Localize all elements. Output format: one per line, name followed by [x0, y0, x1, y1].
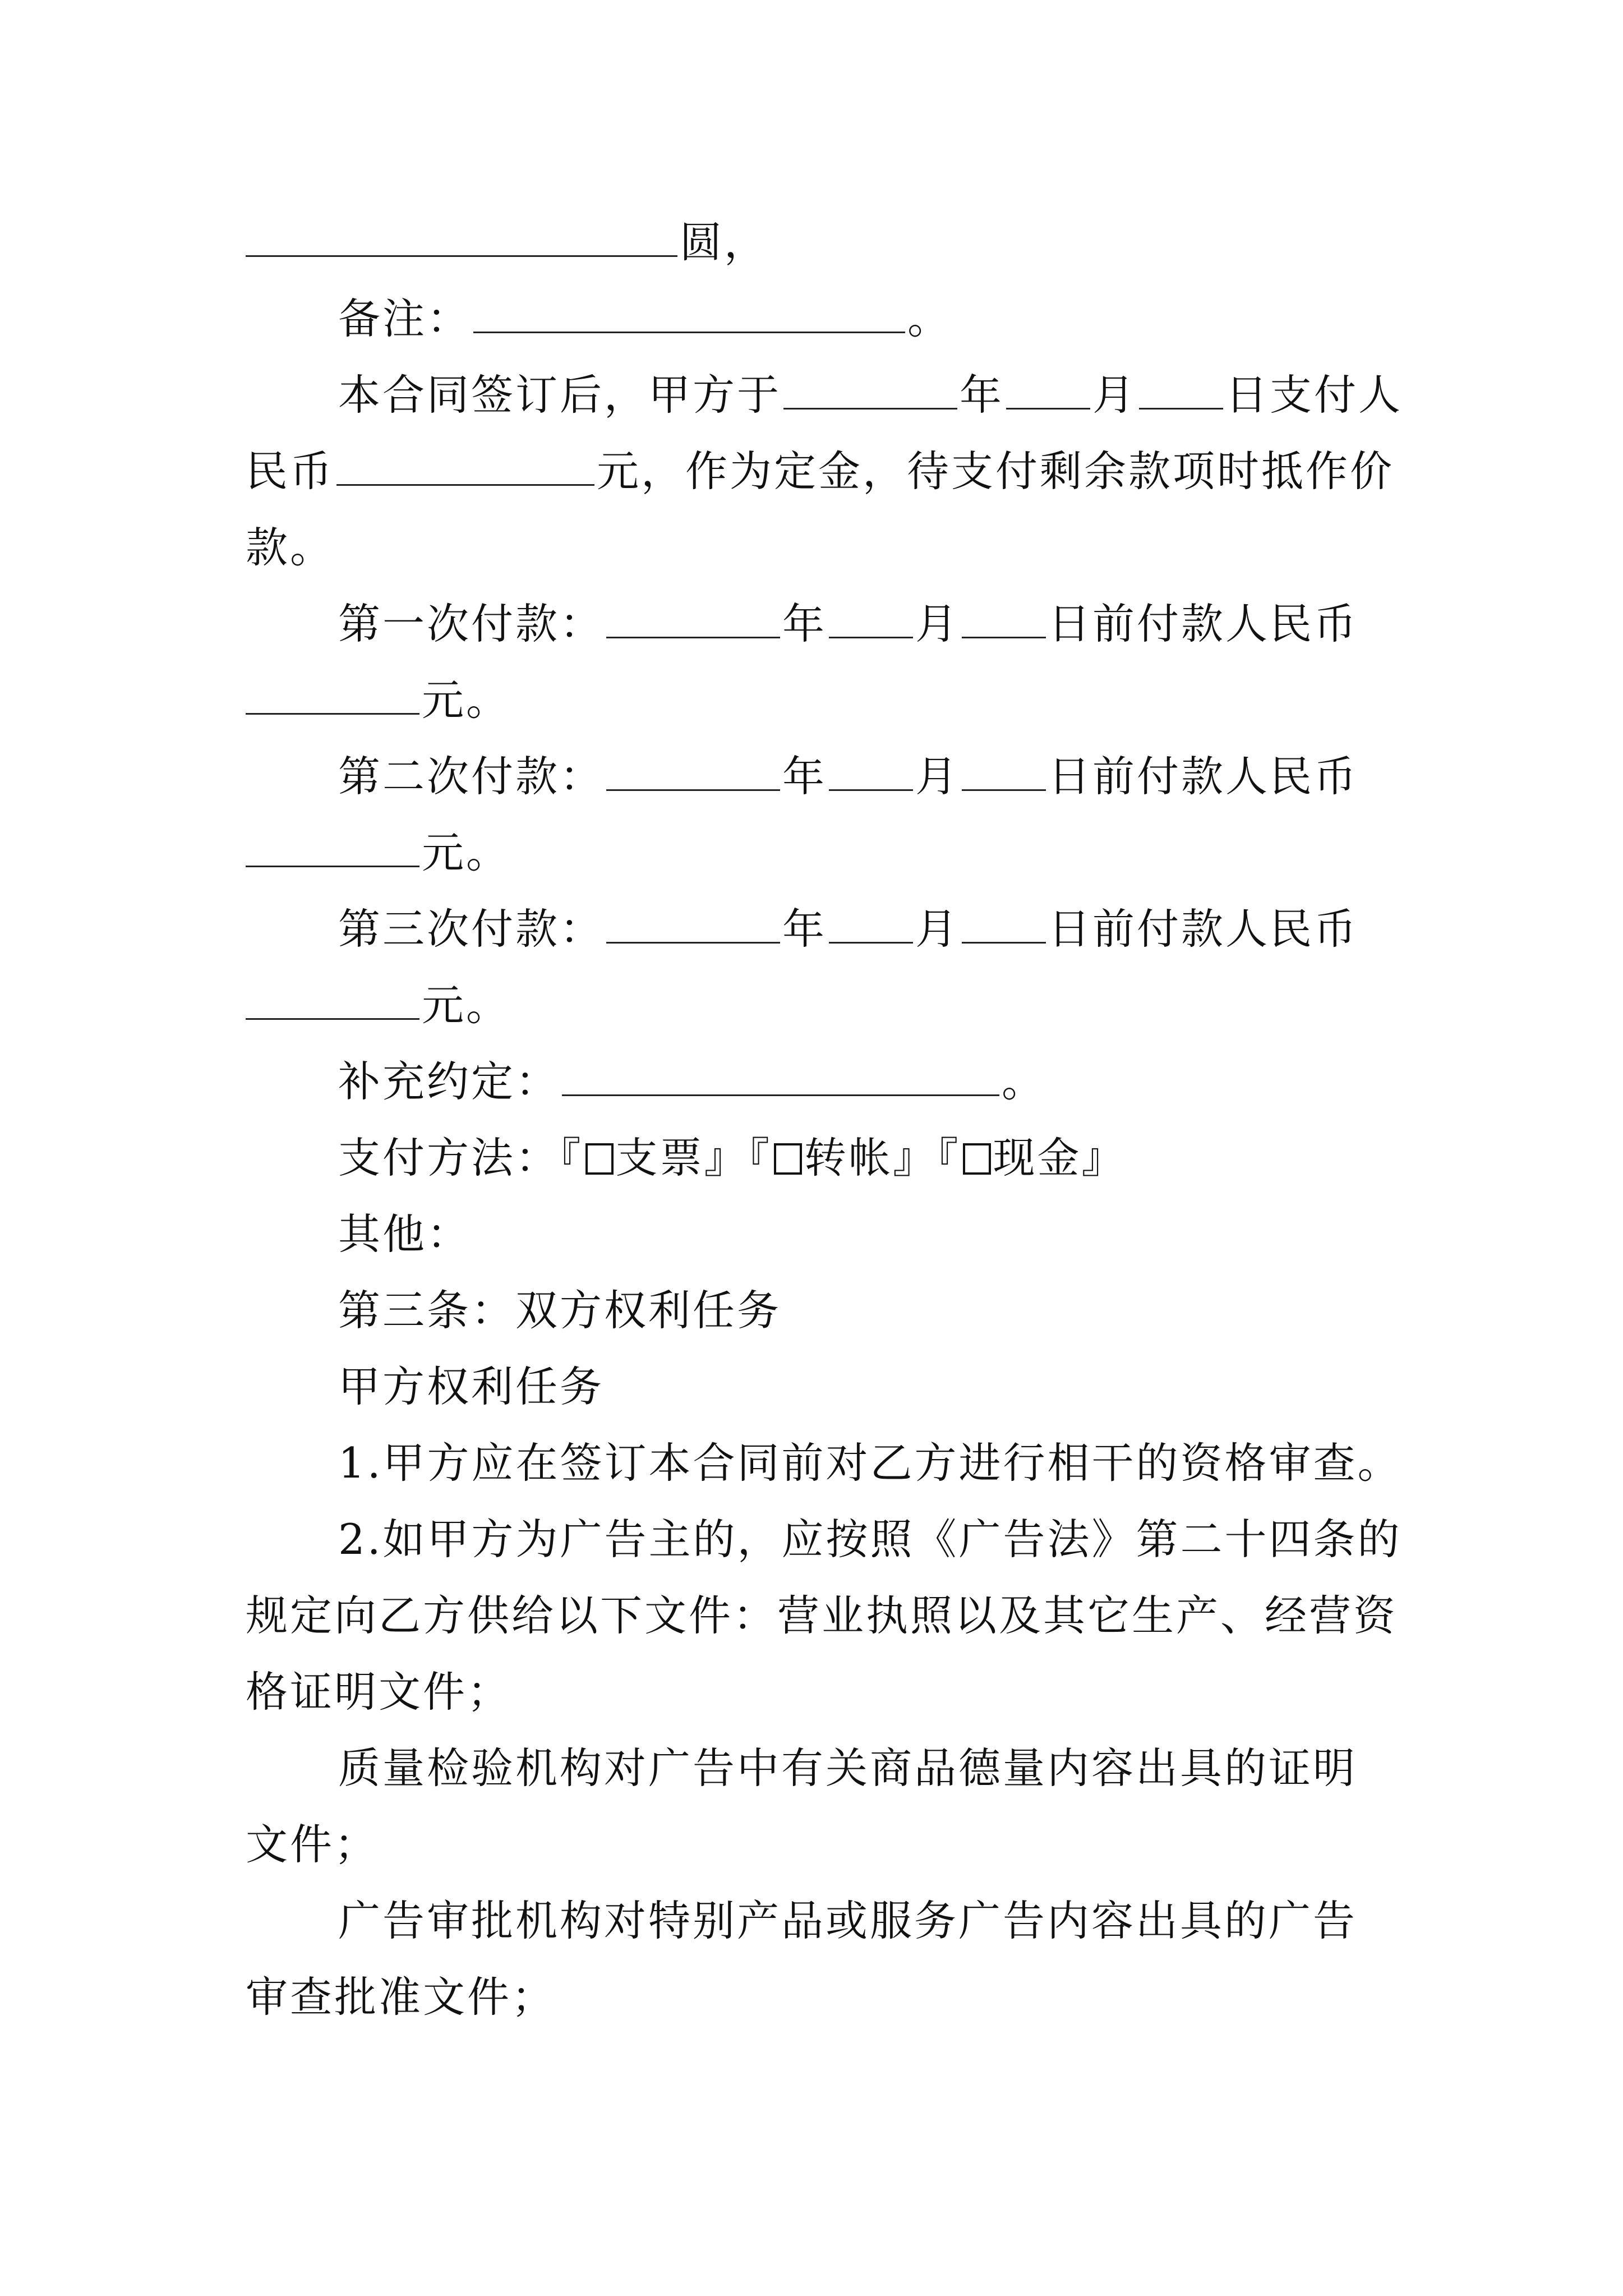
text: 日前付款人民币 — [1048, 599, 1359, 648]
amount-blank[interactable] — [246, 981, 419, 1020]
text: 1.甲方应在签订本合同前对乙方进行相干的资格审查。 — [338, 1438, 1402, 1488]
party-a-heading — [246, 1359, 1482, 1415]
check-cash-checkbox[interactable] — [963, 1143, 991, 1175]
clause-1 — [246, 1435, 1482, 1491]
text: 年 — [960, 370, 1004, 420]
text: 本合同签订后，甲方于 — [338, 370, 782, 420]
month-blank[interactable] — [829, 752, 913, 791]
third-payment-line — [246, 901, 1482, 957]
year-blank[interactable] — [606, 752, 780, 791]
amount-blank[interactable] — [246, 829, 419, 867]
check-transfer-checkbox[interactable] — [774, 1143, 802, 1175]
clause-approval-cont — [246, 1969, 1390, 2025]
text: 日前付款人民币 — [1048, 752, 1359, 801]
remark-line — [246, 291, 1482, 347]
text: 规定向乙方供给以下文件：营业执照以及其它生产、经营资 — [246, 1591, 1398, 1640]
text: 2.如甲方为广告主的，应按照《广告法》第二十四条的 — [338, 1515, 1402, 1564]
clause-approval — [246, 1893, 1482, 1949]
check-cheque-checkbox[interactable] — [585, 1143, 614, 1175]
year-blank[interactable] — [606, 600, 780, 638]
article-three-heading — [246, 1282, 1482, 1338]
text: 质量检验机构对广告中有关商品德量内容出具的证明 — [338, 1743, 1358, 1793]
amount-blank[interactable] — [246, 676, 419, 715]
month-blank[interactable] — [1006, 371, 1090, 409]
other-line — [246, 1206, 1482, 1262]
text: 元。 — [422, 675, 511, 725]
text: 民币 — [246, 447, 335, 496]
text: 月 — [915, 599, 960, 648]
text: 年 — [782, 752, 827, 801]
year-blank[interactable] — [783, 371, 957, 409]
day-blank[interactable] — [1139, 371, 1223, 409]
first-payment-amount-line — [246, 672, 1390, 728]
text: 支付方法：『 — [338, 1133, 583, 1182]
clause-2-cont — [246, 1588, 1398, 1644]
text: 月 — [1092, 370, 1137, 420]
clause-2-cont — [246, 1664, 1390, 1720]
text: 现金』 — [993, 1133, 1126, 1182]
text: 转帐』『 — [804, 1133, 961, 1182]
month-blank[interactable] — [829, 600, 913, 638]
text: 广告审批机构对特别产品或服务广告内容出具的广告 — [338, 1896, 1358, 1945]
year-blank[interactable] — [606, 905, 780, 944]
day-blank[interactable] — [962, 905, 1046, 944]
supplement-blank[interactable] — [562, 1057, 999, 1096]
text: 甲方权利任务 — [338, 1362, 605, 1411]
text: 月 — [915, 904, 960, 954]
deposit-line-2 — [246, 443, 1395, 499]
clause-quality — [246, 1740, 1482, 1796]
clause-2 — [246, 1511, 1482, 1567]
deposit-amount-blank[interactable] — [336, 447, 594, 486]
text: 第一次付款： — [338, 599, 605, 648]
deposit-line-3 — [246, 519, 1390, 576]
text: 元。 — [422, 981, 511, 1030]
amount-line — [246, 214, 1390, 270]
text: 支票』『 — [615, 1133, 772, 1182]
text: 。 — [907, 294, 952, 343]
first-payment-line — [246, 596, 1482, 652]
month-blank[interactable] — [829, 905, 913, 944]
text: 第二次付款： — [338, 752, 605, 801]
second-payment-line — [246, 748, 1482, 804]
text: 款。 — [246, 523, 335, 572]
text: 元。 — [422, 828, 511, 877]
text: 其他： — [338, 1209, 472, 1259]
text: 格证明文件； — [246, 1667, 512, 1717]
text: 文件； — [246, 1820, 379, 1869]
third-payment-amount-line — [246, 977, 1390, 1033]
text: 第三次付款： — [338, 904, 605, 954]
text: 日前付款人民币 — [1048, 904, 1359, 954]
text: 第三条：双方权利任务 — [338, 1286, 782, 1335]
deposit-line — [246, 367, 1482, 423]
payment-method-line — [246, 1130, 1482, 1186]
text: 日支付人 — [1225, 370, 1403, 420]
day-blank[interactable] — [962, 600, 1046, 638]
supplement-line — [246, 1053, 1482, 1110]
text: 。 — [1002, 1057, 1046, 1106]
second-payment-amount-line — [246, 825, 1390, 881]
clause-quality-cont — [246, 1816, 1390, 1872]
text: 审查批准文件； — [246, 1972, 556, 2022]
text: 年 — [782, 904, 827, 954]
text: 元，作为定金，待支付剩余款项时抵作价 — [597, 447, 1395, 496]
day-blank[interactable] — [962, 752, 1046, 791]
text: 圆， — [680, 218, 769, 267]
remark-blank[interactable] — [473, 295, 905, 333]
text: 月 — [915, 752, 960, 801]
text: 年 — [782, 599, 827, 648]
text: 补充约定： — [338, 1057, 560, 1106]
text: 备注： — [338, 294, 472, 343]
amount-blank[interactable] — [246, 218, 677, 257]
